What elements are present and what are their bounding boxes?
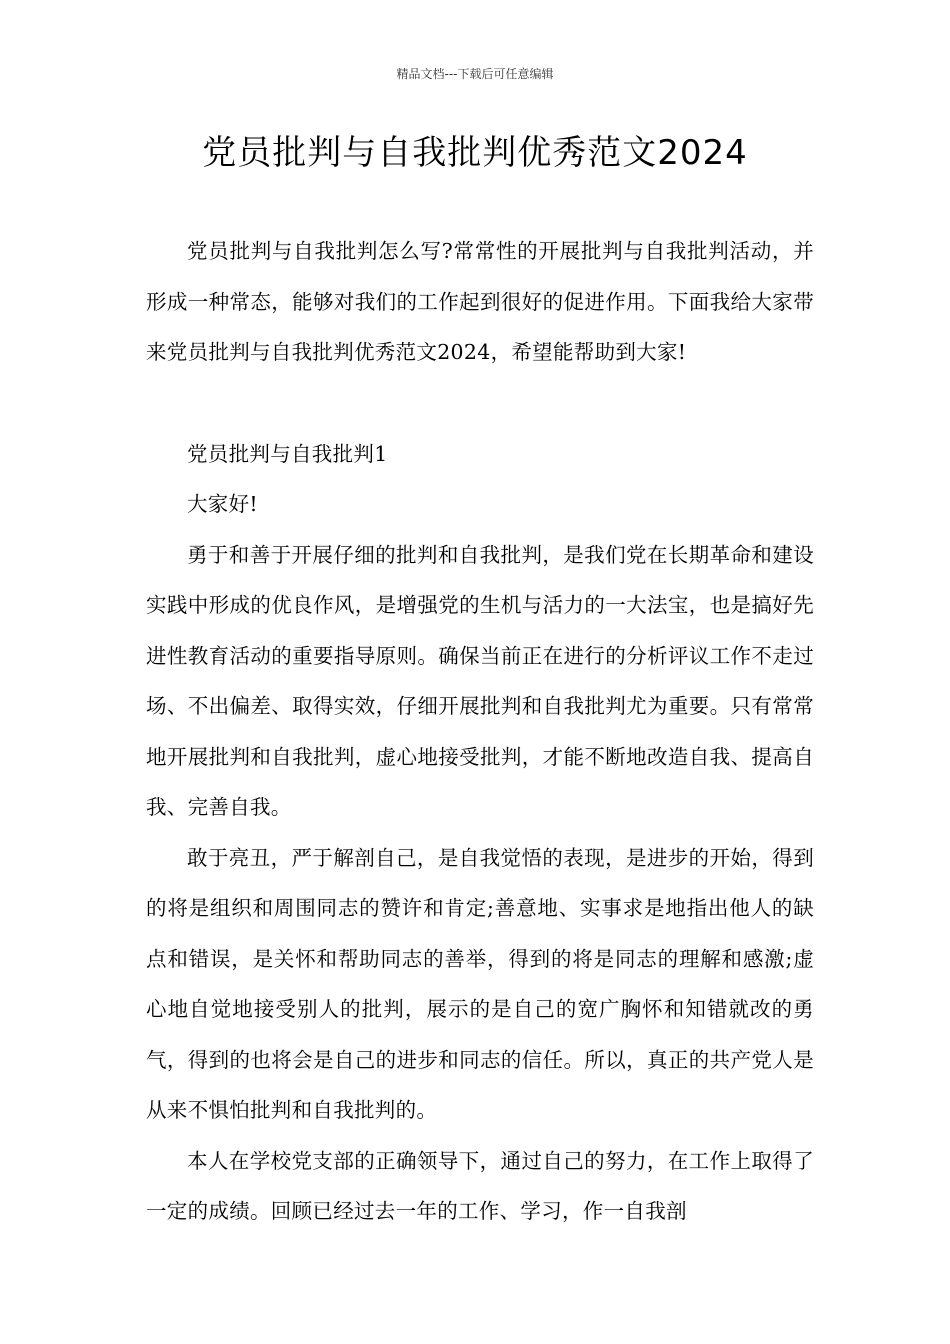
body-paragraph: 勇于和善于开展仔细的批判和自我批判，是我们党在长期革命和建设实践中形成的优良作风，是增强党的生机与活力的一大法宝，也是搞好先进性教育活动的重要指导原则。确保当前正在进行的分析评议工作不走过场、不出偏差、取得实效，仔细开展批判和自我批判尤为重要。只有常常地开展批判和自我批判，虚心地接受批判，才能不断地改造自我、提高自我、完善自我。	[146, 542, 814, 819]
body-paragraph: 本人在学校党支部的正确领导下，通过自己的努力，在工作上取得了一定的成绩。回顾已经过去一年的工作、学习，作一自我剖	[146, 1148, 814, 1223]
intro-paragraph: 党员批判与自我批判怎么写?常常性的开展批判与自我批判活动，并形成一种常态，能够对我们的工作起到很好的促进作用。下面我给大家带来党员批判与自我批判优秀范文2024，希望能帮助到大家!	[146, 239, 814, 364]
page-header: 精品文档---下载后可任意编辑	[396, 67, 554, 81]
greeting: 大家好!	[187, 492, 258, 516]
document-body	[146, 226, 814, 1237]
body-paragraph: 敢于亮丑，严于解剖自己，是自我觉悟的表现，是进步的开始，得到的将是组织和周围同志的赞许和肯定;善意地、实事求是地指出他人的缺点和错误，是关怀和帮助同志的善举，得到的将是同志的理解和感激;虚心地自觉地接受别人的批判，展示的是自己的宽广胸怀和知错就改的勇气，得到的也将会是自己的进步和同志的信任。所以，真正的共产党人是从来不惧怕批判和自我批判的。	[146, 845, 814, 1122]
document-title: 党员批判与自我批判优秀范文2024	[202, 133, 748, 173]
spacer	[146, 378, 814, 429]
section-heading: 党员批判与自我批判1	[187, 441, 388, 466]
